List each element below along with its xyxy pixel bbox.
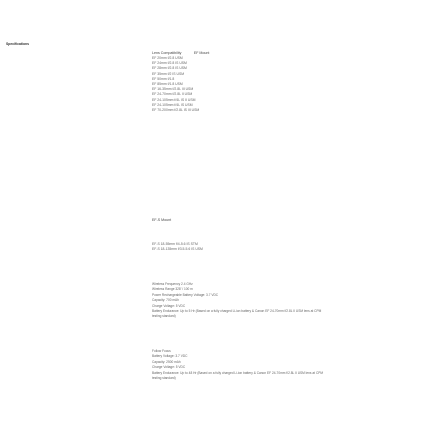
- spec-line: testing standard): [152, 314, 176, 319]
- efs-lens-list: [152, 242, 203, 252]
- spec-line: testing standard): [152, 376, 176, 381]
- efs-header: [152, 208, 171, 226]
- lens-item: EF 24-70mm f/2.8L II USM: [152, 92, 193, 97]
- spec-line: Charge Voltage: 5 VDC: [152, 365, 186, 370]
- spec-line: Battery Endurance: Up to 48 Hr (Based on a fully charged Li-ion battery & Canon EF 24-70mm f/2.8L II USM lens at CPM: [152, 370, 324, 375]
- lens-item: EF 24-105mm f/4L IS USM: [152, 102, 193, 107]
- spec-line: Battery Voltage: 3.7 VDC: [152, 354, 188, 359]
- efs-header-label: EF-S Mount: [152, 218, 172, 222]
- lens-item: EF 20mm f/2.8 USM: [152, 56, 183, 60]
- lens-item: EF 35mm f/2 IS USM: [152, 71, 185, 76]
- lens-item: EF 85mm f/1.8 USM: [152, 82, 183, 87]
- section-title: Specifications: [6, 42, 29, 46]
- motor-specs: [152, 349, 448, 381]
- spec-line: Capacity: 2500 mAh: [152, 359, 181, 364]
- ef-lens-list: [152, 56, 199, 113]
- spec-line: Wireless Range 328' / 100 m: [152, 287, 193, 292]
- lens-item: EF 50mm f/1.8: [152, 76, 175, 81]
- spec-line: Battery Endurance: Up to 5 Hr (Based on a fully charged Li-ion battery & Canon EF 24-70mm f/2.8L II USM lens at CPM: [152, 309, 322, 314]
- lens-item: EF-S 18-135mm f/3.5-5.6 IS USM: [152, 247, 203, 252]
- spec-line: Charge Voltage: 5 VDC: [152, 303, 186, 308]
- spec-line: Capacity: 700 mAh: [152, 298, 179, 303]
- header-right: EF Mount: [193, 51, 210, 55]
- lens-item: EF 28mm f/2.8 IS USM: [152, 66, 187, 71]
- spec-line: Power Rechargeable Battery Voltage: 3.7 VDC: [152, 292, 219, 297]
- spec-line: Wireless Frequency 2.4 GHz: [152, 282, 193, 286]
- wireless-specs: [152, 282, 448, 320]
- spec-line: Follow Focus: [152, 349, 171, 353]
- lens-item: EF-S 18-55mm f/4-5.6 IS STM: [152, 242, 198, 246]
- lens-item: EF 70-200mm f/2.8L IS III USM: [152, 108, 200, 113]
- lens-item: EF 24mm f/2.8 IS USM: [152, 61, 187, 66]
- lens-item: EF 16-35mm f/2.8L III USM: [152, 87, 194, 92]
- header-left: Lens Compatibility: [152, 51, 182, 55]
- lens-item: EF 24-105mm f/4L IS II USM: [152, 97, 196, 102]
